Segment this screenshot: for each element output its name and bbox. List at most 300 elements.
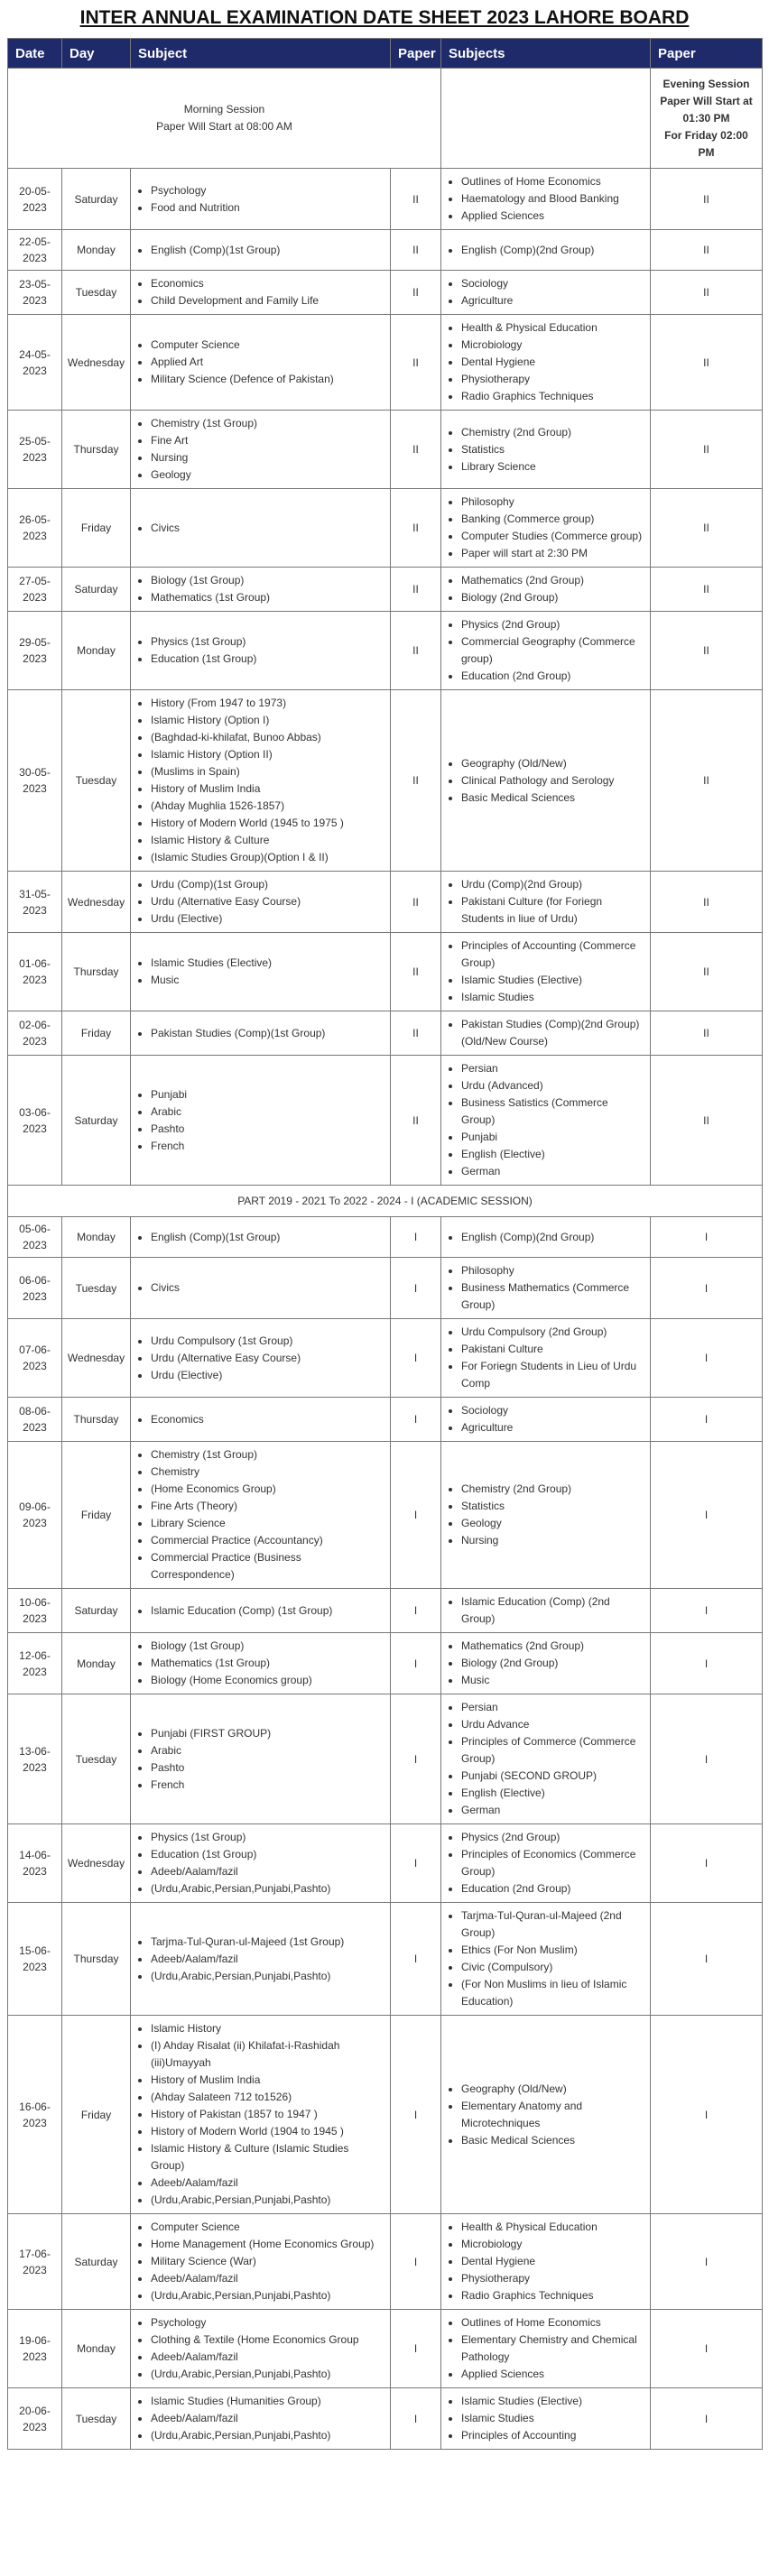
list-item: • Paper will start at 2:30 PM <box>461 545 644 562</box>
list-item: • Computer Studies (Commerce group) <box>461 528 644 545</box>
evening-session-line-4: PM <box>698 145 715 159</box>
list-item: • Adeeb/Aalam/fazil <box>151 2410 384 2427</box>
day-cell: Friday <box>62 2016 131 2214</box>
list-item: • Basic Medical Sciences <box>461 789 644 807</box>
paper-cell: II <box>391 169 441 230</box>
morning-subjects <box>131 2016 391 2214</box>
list-item: • (Urdu,Arabic,Persian,Punjabi,Pashto) <box>151 2427 384 2444</box>
schedule-part-2 <box>8 169 763 1186</box>
paper-evening-cell: I <box>651 1217 763 1258</box>
list-item: • Urdu Compulsory (2nd Group) <box>461 1324 644 1341</box>
evening-subjects-list <box>445 1229 644 1246</box>
evening-subjects-list <box>445 275 644 309</box>
list-item: • Agriculture <box>461 1419 644 1436</box>
list-item: • Physics (2nd Group) <box>461 616 644 633</box>
list-item: • (Home Economics Group) <box>151 1481 384 1498</box>
list-item: • (Baghdad-ki-khilafat, Bunoo Abbas) <box>151 729 384 746</box>
date-sheet-table <box>7 38 763 2450</box>
evening-subjects-list <box>445 319 644 405</box>
paper-cell: II <box>391 411 441 489</box>
list-item: • Urdu (Alternative Easy Course) <box>151 1350 384 1367</box>
list-item: • (For Non Muslims in lieu of Islamic Education) <box>461 1976 644 2010</box>
table-row <box>8 1056 763 1186</box>
paper-evening-cell: II <box>651 690 763 872</box>
day-cell: Monday <box>62 612 131 690</box>
day-cell: Friday <box>62 489 131 568</box>
day-cell: Monday <box>62 1217 131 1258</box>
list-item: • Elementary Chemistry and Chemical Pathology <box>461 2331 644 2366</box>
paper-evening-cell: II <box>651 230 763 271</box>
paper-evening-cell: II <box>651 872 763 933</box>
date-cell: 26-05-2023 <box>8 489 62 568</box>
list-item: • Library Science <box>461 458 644 475</box>
list-item: • Islamic Studies <box>461 989 644 1006</box>
list-item: • Statistics <box>461 441 644 458</box>
list-item: • Islamic History & Culture <box>151 832 384 849</box>
list-item: • Biology (1st Group) <box>151 572 384 589</box>
day-cell: Wednesday <box>62 315 131 411</box>
day-cell: Thursday <box>62 411 131 489</box>
paper-evening-cell: I <box>651 1903 763 2016</box>
evening-subjects <box>441 1903 651 2016</box>
morning-subjects <box>131 1633 391 1694</box>
list-item: • Pakistani Culture <box>461 1341 644 1358</box>
table-row <box>8 2016 763 2214</box>
paper-evening-cell: II <box>651 933 763 1011</box>
date-cell: 01-06-2023 <box>8 933 62 1011</box>
evening-subjects-list <box>445 876 644 928</box>
list-item: • Psychology <box>151 2314 384 2331</box>
day-cell: Saturday <box>62 1056 131 1186</box>
table-row <box>8 315 763 411</box>
morning-subjects <box>131 1217 391 1258</box>
evening-subjects <box>441 1217 651 1258</box>
session-header <box>8 69 763 169</box>
evening-subjects-list <box>445 572 644 606</box>
list-item: • Tarjma-Tul-Quran-ul-Majeed (1st Group) <box>151 1934 384 1951</box>
evening-subjects-list <box>445 242 644 259</box>
day-cell: Tuesday <box>62 2388 131 2450</box>
table-row <box>8 2388 763 2450</box>
evening-subjects-list <box>445 1638 644 1689</box>
evening-session-cell <box>651 69 763 169</box>
evening-subjects-list <box>445 1907 644 2010</box>
paper-cell: I <box>391 1319 441 1398</box>
list-item: • Computer Science <box>151 337 384 354</box>
list-item: • History (From 1947 to 1973) <box>151 695 384 712</box>
list-item: • English (Comp)(2nd Group) <box>461 242 644 259</box>
morning-subjects <box>131 271 391 315</box>
date-cell: 22-05-2023 <box>8 230 62 271</box>
date-cell: 25-05-2023 <box>8 411 62 489</box>
paper-cell: II <box>391 315 441 411</box>
morning-subjects-list <box>134 1025 384 1042</box>
evening-subjects-list <box>445 1324 644 1392</box>
table-row <box>8 1398 763 1442</box>
morning-subjects-list <box>134 1229 384 1246</box>
date-cell: 06-06-2023 <box>8 1258 62 1319</box>
morning-subjects <box>131 1011 391 1056</box>
date-cell: 31-05-2023 <box>8 872 62 933</box>
day-cell: Saturday <box>62 2214 131 2310</box>
list-item: • Urdu Advance <box>461 1716 644 1733</box>
list-item: • Punjabi (SECOND GROUP) <box>461 1768 644 1785</box>
list-item: • Geography (Old/New) <box>461 755 644 772</box>
list-item: • Applied Art <box>151 354 384 371</box>
table-row <box>8 271 763 315</box>
list-item: • Education (2nd Group) <box>461 1880 644 1897</box>
list-item: • Adeeb/Aalam/fazil <box>151 2174 384 2192</box>
table-row <box>8 872 763 933</box>
morning-subjects-list <box>134 633 384 668</box>
list-item: • Pashto <box>151 1121 384 1138</box>
list-item: • Pashto <box>151 1759 384 1777</box>
morning-subjects-list <box>134 1829 384 1897</box>
list-item: • French <box>151 1777 384 1794</box>
morning-subjects <box>131 411 391 489</box>
list-item: • Commercial Practice (Accountancy) <box>151 1532 384 1549</box>
list-item: • German <box>461 1163 644 1180</box>
morning-subjects <box>131 1319 391 1398</box>
list-item: • Biology (1st Group) <box>151 1638 384 1655</box>
list-item: • Chemistry <box>151 1463 384 1481</box>
list-item: • English (Comp)(1st Group) <box>151 1229 384 1246</box>
morning-subjects <box>131 1398 391 1442</box>
table-row <box>8 1903 763 2016</box>
morning-subjects <box>131 1903 391 2016</box>
list-item: • Islamic Studies (Elective) <box>461 2393 644 2410</box>
evening-subjects-list <box>445 2081 644 2149</box>
paper-evening-cell: II <box>651 315 763 411</box>
list-item: • Principles of Commerce (Commerce Group) <box>461 1733 644 1768</box>
list-item: • Adeeb/Aalam/fazil <box>151 1951 384 1968</box>
list-item: • Sociology <box>461 275 644 292</box>
list-item: • Physics (1st Group) <box>151 633 384 651</box>
table-row <box>8 1011 763 1056</box>
paper-cell: II <box>391 1056 441 1186</box>
paper-cell: I <box>391 1824 441 1903</box>
list-item: • Fine Art <box>151 432 384 449</box>
morning-subjects <box>131 612 391 690</box>
evening-subjects <box>441 872 651 933</box>
page-title: INTER ANNUAL EXAMINATION DATE SHEET 2023 LAHORE BOARD <box>79 7 690 28</box>
list-item: • Civic (Compulsory) <box>461 1959 644 1976</box>
paper-evening-cell: II <box>651 1056 763 1186</box>
morning-session-time: Paper Will Start at 08:00 AM <box>156 120 292 133</box>
list-item: • Islamic Studies (Elective) <box>151 955 384 972</box>
list-item: • Military Science (War) <box>151 2253 384 2270</box>
list-item: • Clothing & Textile (Home Economics Group <box>151 2331 384 2349</box>
morning-subjects-list <box>134 876 384 928</box>
list-item: • Business Mathematics (Commerce Group) <box>461 1279 644 1314</box>
list-item: • Tarjma-Tul-Quran-ul-Majeed (2nd Group) <box>461 1907 644 1942</box>
table-row <box>8 1217 763 1258</box>
list-item: • Persian <box>461 1060 644 1077</box>
list-item: • Military Science (Defence of Pakistan) <box>151 371 384 388</box>
day-cell: Monday <box>62 230 131 271</box>
morning-subjects-list <box>134 572 384 606</box>
list-item: • Urdu (Elective) <box>151 910 384 928</box>
evening-session-line-1: Paper Will Start at <box>660 94 753 107</box>
list-item: • Punjabi <box>461 1129 644 1146</box>
evening-subjects-list <box>445 937 644 1006</box>
morning-subjects <box>131 872 391 933</box>
paper-evening-cell: I <box>651 2214 763 2310</box>
list-item: • Islamic Studies (Elective) <box>461 972 644 989</box>
paper-evening-cell: II <box>651 411 763 489</box>
day-cell: Tuesday <box>62 271 131 315</box>
list-item: • Dental Hygiene <box>461 354 644 371</box>
paper-evening-cell: I <box>651 2016 763 2214</box>
paper-evening-cell: II <box>651 271 763 315</box>
part-label: PART 2019 - 2021 To 2022 - 2024 - I (ACADEMIC SESSION) <box>8 1186 763 1217</box>
list-item: • History of Modern World (1945 to 1975 ) <box>151 815 384 832</box>
evening-subjects <box>441 1633 651 1694</box>
paper-evening-cell: I <box>651 1319 763 1398</box>
paper-cell: I <box>391 1442 441 1589</box>
date-cell: 17-06-2023 <box>8 2214 62 2310</box>
list-item: • French <box>151 1138 384 1155</box>
list-item: • Biology (Home Economics group) <box>151 1672 384 1689</box>
morning-subjects <box>131 489 391 568</box>
morning-subjects <box>131 230 391 271</box>
paper-cell: II <box>391 568 441 612</box>
paper-cell: I <box>391 2214 441 2310</box>
list-item: • Outlines of Home Economics <box>461 2314 644 2331</box>
list-item: • (Islamic Studies Group)(Option I & II) <box>151 849 384 866</box>
paper-evening-cell: II <box>651 169 763 230</box>
table-row <box>8 2310 763 2388</box>
paper-cell: I <box>391 2388 441 2450</box>
list-item: • Physics (1st Group) <box>151 1829 384 1846</box>
list-item: • Mathematics (2nd Group) <box>461 1638 644 1655</box>
evening-subjects-list <box>445 2314 644 2383</box>
list-item: • (Urdu,Arabic,Persian,Punjabi,Pashto) <box>151 1880 384 1897</box>
date-cell: 19-06-2023 <box>8 2310 62 2388</box>
list-item: • Physiotherapy <box>461 371 644 388</box>
list-item: • Commercial Practice (Business Correspondence) <box>151 1549 384 1583</box>
table-row <box>8 933 763 1011</box>
evening-subjects <box>441 1319 651 1398</box>
morning-subjects <box>131 2214 391 2310</box>
date-cell: 16-06-2023 <box>8 2016 62 2214</box>
day-cell: Tuesday <box>62 1694 131 1824</box>
paper-cell: II <box>391 690 441 872</box>
morning-subjects-list <box>134 182 384 217</box>
list-item: • Urdu (Advanced) <box>461 1077 644 1094</box>
list-item: • Pakistan Studies (Comp)(2nd Group) (Old/New Course) <box>461 1016 644 1050</box>
date-cell: 24-05-2023 <box>8 315 62 411</box>
morning-subjects <box>131 1056 391 1186</box>
morning-subjects <box>131 2310 391 2388</box>
list-item: • Islamic History (Option II) <box>151 746 384 763</box>
paper-evening-cell: I <box>651 1589 763 1633</box>
list-item: • Clinical Pathology and Serology <box>461 772 644 789</box>
list-item: • Urdu (Comp)(2nd Group) <box>461 876 644 893</box>
evening-subjects <box>441 690 651 872</box>
paper-cell: I <box>391 1258 441 1319</box>
morning-subjects-list <box>134 1725 384 1794</box>
day-cell: Tuesday <box>62 1258 131 1319</box>
morning-subjects <box>131 1694 391 1824</box>
evening-subjects-list <box>445 1593 644 1628</box>
date-cell: 14-06-2023 <box>8 1824 62 1903</box>
list-item: • Adeeb/Aalam/fazil <box>151 1863 384 1880</box>
evening-subjects-list <box>445 1829 644 1897</box>
date-cell: 23-05-2023 <box>8 271 62 315</box>
header-date: Date <box>8 39 62 69</box>
list-item: • Nursing <box>461 1532 644 1549</box>
header-paper-evening: Paper <box>651 39 763 69</box>
morning-subjects-list <box>134 1446 384 1583</box>
day-cell: Thursday <box>62 933 131 1011</box>
list-item: • Pakistani Culture (for Foriegn Students in liue of Urdu) <box>461 893 644 928</box>
header-paper: Paper <box>391 39 441 69</box>
list-item: • Health & Physical Education <box>461 2219 644 2236</box>
list-item: • Banking (Commerce group) <box>461 511 644 528</box>
evening-subjects <box>441 271 651 315</box>
morning-subjects-list <box>134 1086 384 1155</box>
date-cell: 02-06-2023 <box>8 1011 62 1056</box>
list-item: • Islamic Education (Comp) (1st Group) <box>151 1602 384 1620</box>
paper-evening-cell: II <box>651 568 763 612</box>
date-cell: 20-06-2023 <box>8 2388 62 2450</box>
list-item: • Adeeb/Aalam/fazil <box>151 2270 384 2287</box>
morning-subjects <box>131 568 391 612</box>
morning-subjects <box>131 1824 391 1903</box>
morning-subjects-list <box>134 1279 384 1297</box>
evening-session-line-2: 01:30 PM <box>682 111 730 125</box>
list-item: • (Urdu,Arabic,Persian,Punjabi,Pashto) <box>151 1968 384 1985</box>
evening-session-line-3: For Friday 02:00 <box>664 128 748 142</box>
list-item: • Education (1st Group) <box>151 1846 384 1863</box>
morning-subjects-list <box>134 2314 384 2383</box>
evening-subjects-list <box>445 1016 644 1050</box>
evening-subjects-list <box>445 2393 644 2444</box>
table-row <box>8 612 763 690</box>
evening-subjects <box>441 1694 651 1824</box>
list-item: • Chemistry (1st Group) <box>151 415 384 432</box>
list-item: • (Muslims in Spain) <box>151 763 384 780</box>
list-item: • Chemistry (1st Group) <box>151 1446 384 1463</box>
morning-subjects-list <box>134 1411 384 1428</box>
list-item: • Haematology and Blood Banking <box>461 190 644 208</box>
list-item: • Islamic Studies <box>461 2410 644 2427</box>
list-item: • (Ahday Mughlia 1526-1857) <box>151 798 384 815</box>
list-item: • English (Comp)(2nd Group) <box>461 1229 644 1246</box>
evening-subjects <box>441 315 651 411</box>
morning-subjects-list <box>134 520 384 537</box>
header-day: Day <box>62 39 131 69</box>
morning-subjects <box>131 933 391 1011</box>
list-item: • History of Modern World (1904 to 1945 ) <box>151 2123 384 2140</box>
list-item: • Islamic Studies (Humanities Group) <box>151 2393 384 2410</box>
list-item: • German <box>461 1802 644 1819</box>
list-item: • Islamic History & Culture (Islamic Studies Group) <box>151 2140 384 2174</box>
list-item: • Arabic <box>151 1103 384 1121</box>
list-item: • Adeeb/Aalam/fazil <box>151 2349 384 2366</box>
morning-subjects-list <box>134 242 384 259</box>
evening-subjects <box>441 1258 651 1319</box>
list-item: • Music <box>151 972 384 989</box>
date-cell: 09-06-2023 <box>8 1442 62 1589</box>
list-item: • Outlines of Home Economics <box>461 173 644 190</box>
morning-subjects <box>131 1442 391 1589</box>
day-cell: Friday <box>62 1011 131 1056</box>
morning-subjects-list <box>134 695 384 866</box>
evening-subjects-list <box>445 424 644 475</box>
list-item: • English (Elective) <box>461 1146 644 1163</box>
list-item: • Urdu (Elective) <box>151 1367 384 1384</box>
list-item: • History of Pakistan (1857 to 1947 ) <box>151 2106 384 2123</box>
evening-subjects <box>441 612 651 690</box>
paper-cell: II <box>391 612 441 690</box>
list-item: • Applied Sciences <box>461 208 644 225</box>
paper-evening-cell: II <box>651 1011 763 1056</box>
morning-session-cell <box>8 69 441 169</box>
list-item: • Basic Medical Sciences <box>461 2132 644 2149</box>
evening-subjects <box>441 1824 651 1903</box>
list-item: • History of Muslim India <box>151 2072 384 2089</box>
morning-subjects <box>131 690 391 872</box>
evening-subjects <box>441 1589 651 1633</box>
day-cell: Friday <box>62 1442 131 1589</box>
date-cell: 08-06-2023 <box>8 1398 62 1442</box>
paper-cell: II <box>391 230 441 271</box>
paper-evening-cell: I <box>651 1398 763 1442</box>
day-cell: Monday <box>62 1633 131 1694</box>
morning-subjects-list <box>134 2020 384 2209</box>
evening-subjects-list <box>445 1262 644 1314</box>
list-item: • Physics (2nd Group) <box>461 1829 644 1846</box>
list-item: • Health & Physical Education <box>461 319 644 337</box>
day-cell: Saturday <box>62 1589 131 1633</box>
evening-subjects <box>441 933 651 1011</box>
list-item: • Urdu (Alternative Easy Course) <box>151 893 384 910</box>
evening-subjects-list <box>445 616 644 685</box>
evening-subjects <box>441 1398 651 1442</box>
paper-evening-cell: I <box>651 1442 763 1589</box>
day-cell: Monday <box>62 2310 131 2388</box>
list-item: • Computer Science <box>151 2219 384 2236</box>
table-row <box>8 1442 763 1589</box>
list-item: • Arabic <box>151 1742 384 1759</box>
day-cell: Thursday <box>62 1903 131 2016</box>
evening-subjects-list <box>445 494 644 562</box>
date-cell: 20-05-2023 <box>8 169 62 230</box>
list-item: • Principles of Accounting (Commerce Group) <box>461 937 644 972</box>
list-item: • Applied Sciences <box>461 2366 644 2383</box>
morning-subjects <box>131 1258 391 1319</box>
table-row <box>8 411 763 489</box>
list-item: • (Urdu,Arabic,Persian,Punjabi,Pashto) <box>151 2366 384 2383</box>
paper-cell: I <box>391 2310 441 2388</box>
evening-subjects <box>441 489 651 568</box>
morning-subjects <box>131 2388 391 2450</box>
list-item: • Economics <box>151 1411 384 1428</box>
table-row <box>8 169 763 230</box>
table-row <box>8 1258 763 1319</box>
evening-subjects-list <box>445 1060 644 1180</box>
table-row <box>8 568 763 612</box>
list-item: • Education (1st Group) <box>151 651 384 668</box>
evening-subjects <box>441 2388 651 2450</box>
list-item: • Punjabi <box>151 1086 384 1103</box>
list-item: • Ethics (For Non Muslim) <box>461 1942 644 1959</box>
list-item: • Microbiology <box>461 337 644 354</box>
day-cell: Wednesday <box>62 1824 131 1903</box>
paper-evening-cell: II <box>651 612 763 690</box>
